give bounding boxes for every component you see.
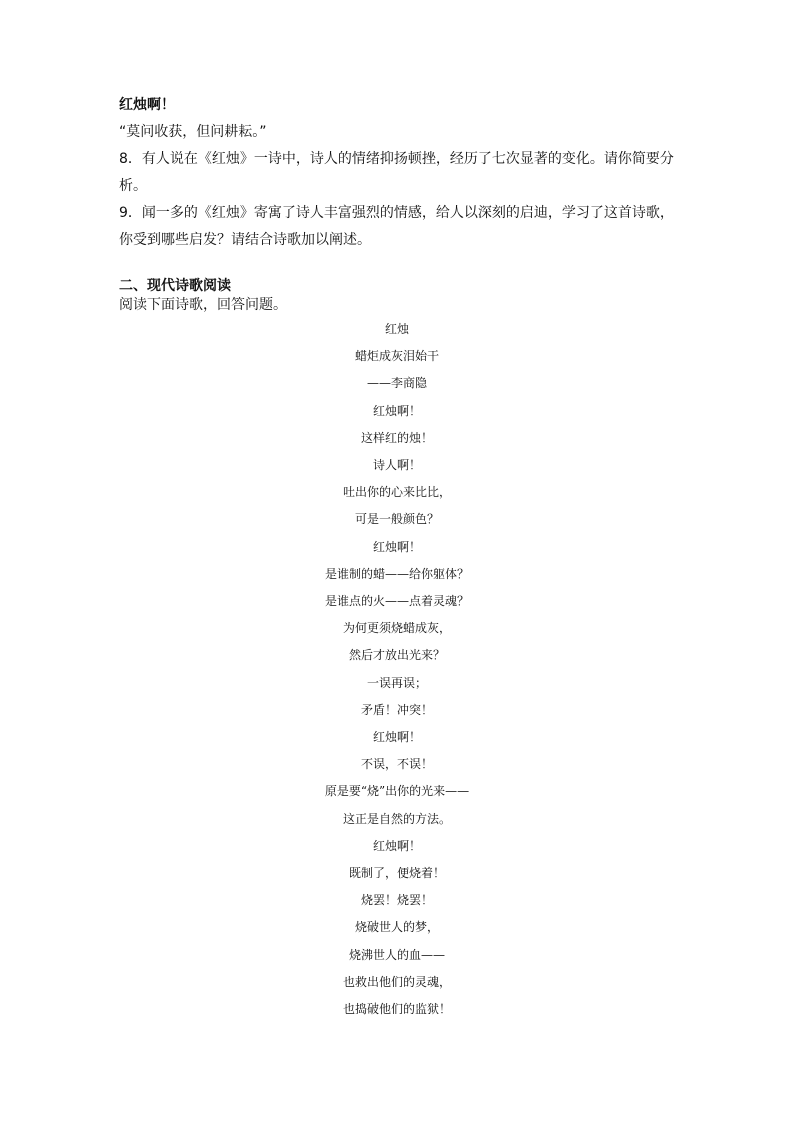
- poem-body: [0, 316, 794, 1023]
- poem-line: 可是一般颜色？: [354, 512, 439, 527]
- poem-line: 红烛啊！: [372, 730, 421, 745]
- poem-line: 烧罢！烧罢！: [360, 893, 433, 908]
- question-9: 9．闻一多的《红烛》寄寓了诗人丰富强烈的情感，给人以深刻的启迪，学习了这首诗歌，你受到哪些启发？请结合诗歌加以阐述。: [119, 205, 674, 248]
- question-block: [119, 92, 679, 254]
- poem-line: 也捣破他们的监狱！: [342, 1002, 451, 1017]
- poem-line: 烧破世人的梦，: [354, 920, 439, 935]
- section-modern-poetry: [119, 276, 679, 314]
- poem-line: 原是要“烧”出你的光来——: [324, 784, 470, 799]
- poem-epigraph: 蜡炬成灰泪始干: [354, 349, 439, 364]
- poem-line: 一误再误；: [366, 675, 427, 690]
- poem-line: 为何更须烧蜡成灰，: [342, 621, 451, 636]
- question-8: 8．有人说在《红烛》一诗中，诗人的情绪抑扬顿挫，经历了七次显著的变化。请你简要分析。: [119, 151, 674, 194]
- poem-line: 红烛啊！: [372, 539, 421, 554]
- section-heading: 二、现代诗歌阅读: [119, 278, 231, 294]
- poem-line: 不误，不误！: [360, 757, 433, 772]
- poem-line: 是谁点的火——点着灵魂？: [324, 594, 469, 609]
- poem-title: 红烛: [384, 322, 409, 336]
- poem-line: 红烛啊！: [372, 838, 421, 853]
- poem-line: 也救出他们的灵魂，: [342, 974, 451, 989]
- poem-line: 既制了，便烧着！: [348, 866, 445, 881]
- poem-excerpt-quote: “莫问收获，但问耕耘。”: [119, 124, 267, 140]
- poem-line: 烧沸世人的血——: [348, 947, 445, 962]
- poem-epigraph-author: ——李商隐: [366, 376, 427, 391]
- poem-line: 红烛啊！: [372, 403, 421, 418]
- section-instruction: 阅读下面诗歌，回答问题。: [119, 297, 287, 313]
- poem-line: 诗人啊！: [372, 458, 421, 473]
- poem-line: 这样红的烛！: [360, 430, 433, 445]
- poem-line: 然后才放出光来？: [348, 648, 445, 663]
- poem-line: 吐出你的心来比比，: [342, 485, 451, 500]
- poem-line: 这正是自然的方法。: [342, 811, 451, 826]
- poem-line: 是谁制的蜡——给你躯体？: [324, 566, 469, 581]
- poem-excerpt-line: 红烛啊！: [119, 97, 175, 113]
- poem-line: 矛盾！冲突！: [360, 702, 433, 717]
